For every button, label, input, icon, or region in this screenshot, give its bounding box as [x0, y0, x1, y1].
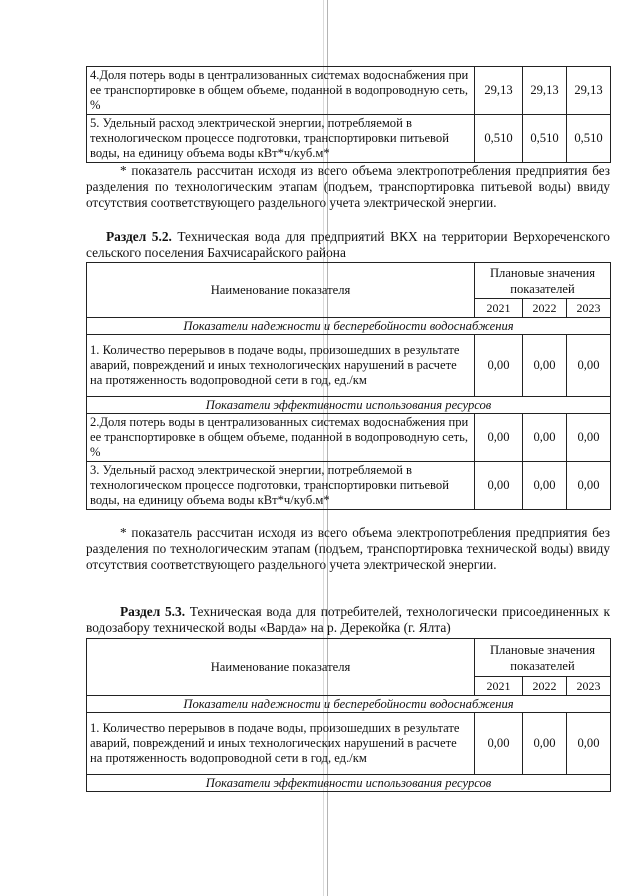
footnote — [86, 163, 610, 211]
table-row — [87, 67, 611, 115]
table-continued — [86, 66, 611, 163]
section-title: Техническая вода для потребителей, технологически присоединенных к водозабору технической воды «Варда» на р. Дерекойка (г. Ялта) — [86, 604, 610, 635]
indicator-name: 3. Удельный расход электрической энергии, потребляемой в технологическом процессе подготовки, транспортировки питьевой воды, на единицу объема воды кВт*ч/куб.м* — [87, 462, 475, 510]
section-heading — [86, 604, 610, 636]
value-2021: 0,00 — [475, 414, 523, 462]
table-row — [87, 462, 611, 510]
value-2023: 29,13 — [567, 67, 611, 115]
indicators-table — [86, 262, 611, 510]
value-2022: 0,510 — [523, 115, 567, 163]
column-header-plan: Плановые значения показателей — [475, 639, 611, 677]
category-row — [87, 696, 611, 713]
table-header-row — [87, 263, 611, 299]
category-label: Показатели эффективности использования ресурсов — [87, 397, 611, 414]
value-2021: 0,00 — [475, 713, 523, 775]
category-row — [87, 397, 611, 414]
table-row — [87, 335, 611, 397]
table-row — [87, 713, 611, 775]
value-2022: 0,00 — [523, 462, 567, 510]
section-label: Раздел 5.2. — [106, 229, 172, 244]
category-label: Показатели эффективности использования ресурсов — [87, 775, 611, 792]
value-2021: 0,510 — [475, 115, 523, 163]
category-label: Показатели надежности и бесперебойности водоснабжения — [87, 318, 611, 335]
table-header-row — [87, 639, 611, 677]
value-2022: 0,00 — [523, 713, 567, 775]
year-header: 2021 — [475, 677, 523, 696]
column-header-name: Наименование показателя — [87, 263, 475, 318]
table-row — [87, 115, 611, 163]
year-header: 2023 — [567, 299, 611, 318]
section-label: Раздел 5.3. — [120, 604, 186, 619]
section-heading — [86, 229, 610, 261]
column-header-plan: Плановые значения показателей — [475, 263, 611, 299]
value-2023: 0,510 — [567, 115, 611, 163]
value-2021: 29,13 — [475, 67, 523, 115]
value-2023: 0,00 — [567, 713, 611, 775]
indicators-table — [86, 638, 611, 792]
value-2021: 0,00 — [475, 335, 523, 397]
category-row — [87, 318, 611, 335]
indicator-name: 5. Удельный расход электрической энергии, потребляемой в технологическом процессе подготовки, транспортировки питьевой воды, на единицу объема воды кВт*ч/куб.м* — [87, 115, 475, 163]
value-2022: 29,13 — [523, 67, 567, 115]
year-header: 2022 — [523, 299, 567, 318]
value-2022: 0,00 — [523, 414, 567, 462]
category-label: Показатели надежности и бесперебойности водоснабжения — [87, 696, 611, 713]
section-title: Техническая вода для предприятий ВКХ на территории Верхореченского сельского поселения Бахчисарайского района — [86, 229, 610, 260]
year-header: 2023 — [567, 677, 611, 696]
indicator-name: 1. Количество перерывов в подаче воды, произошедших в результате аварий, повреждений и иных технологических нарушений в расчете на протяженность водопроводной сети в год, ед./км — [87, 335, 475, 397]
column-header-name: Наименование показателя — [87, 639, 475, 696]
value-2023: 0,00 — [567, 462, 611, 510]
footnote-text: * показатель рассчитан исходя из всего объема электропотребления предприятия без разделения по технологическим этапам (подъем, транспортировка питьевой воды) ввиду отсутствия соответствующего раздельного учета электрической энергии. — [86, 163, 610, 210]
value-2023: 0,00 — [567, 414, 611, 462]
value-2021: 0,00 — [475, 462, 523, 510]
category-row — [87, 775, 611, 792]
footnote-text: * показатель рассчитан исходя из всего объема электропотребления предприятия без разделения по технологическим этапам (подъем, транспортировка технической воды) ввиду отсутствия соответствующего раздельного учета электрической энергии. — [86, 525, 610, 572]
value-2022: 0,00 — [523, 335, 567, 397]
footnote — [86, 525, 610, 573]
value-2023: 0,00 — [567, 335, 611, 397]
year-header: 2021 — [475, 299, 523, 318]
indicator-name: 4.Доля потерь воды в централизованных системах водоснабжения при ее транспортировке в общем объеме, поданной в водопроводную сеть, % — [87, 67, 475, 115]
indicator-name: 2.Доля потерь воды в централизованных системах водоснабжения при ее транспортировке в общем объеме, поданной в водопроводную сеть, % — [87, 414, 475, 462]
table-row — [87, 414, 611, 462]
indicator-name: 1. Количество перерывов в подаче воды, произошедших в результате аварий, повреждений и иных технологических нарушений в расчете на протяженность водопроводной сети в год, ед./км — [87, 713, 475, 775]
year-header: 2022 — [523, 677, 567, 696]
